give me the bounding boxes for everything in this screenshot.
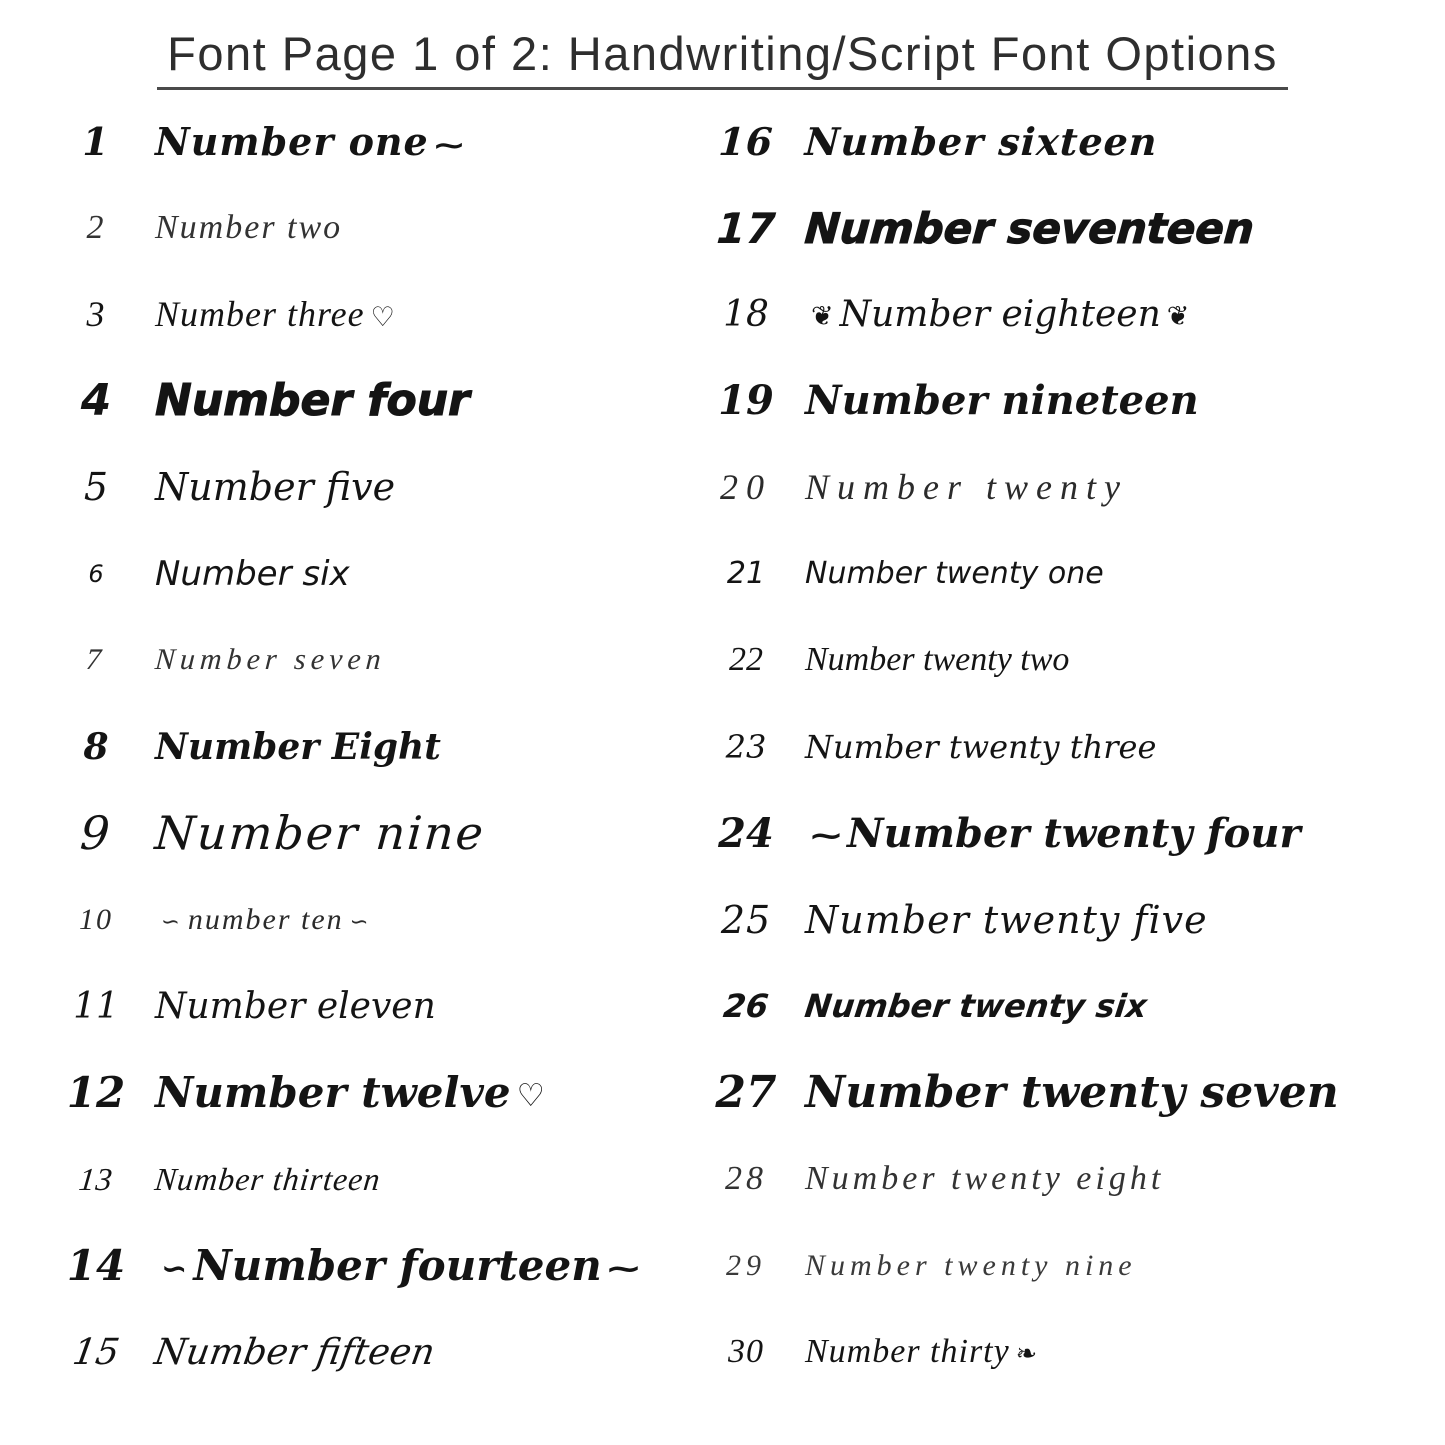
butterfly-icon: ❦	[811, 301, 834, 333]
font-sample-text	[803, 987, 1149, 1025]
font-option-row	[702, 185, 1428, 272]
font-column-left	[55, 98, 705, 1396]
font-sample-text	[155, 375, 470, 426]
font-option-row	[55, 271, 705, 358]
butterfly-icon: ❦	[1166, 301, 1190, 333]
heart-flourish-icon: ♡	[516, 1078, 545, 1115]
font-sample-label: Number twenty five	[805, 897, 1208, 942]
font-sample-label: Number nineteen	[805, 377, 1199, 425]
font-option-number: 18	[723, 293, 769, 335]
font-sample-text	[803, 203, 1255, 252]
font-sample-label: Number seventeen	[803, 203, 1256, 253]
font-option-number: 21	[726, 556, 766, 592]
font-sample-label: Number twelve	[155, 1068, 511, 1118]
font-option-number: 10	[79, 902, 113, 936]
font-option-row	[705, 1309, 1425, 1396]
font-sample-text	[805, 810, 1301, 857]
font-option-row	[55, 963, 705, 1050]
font-option-row	[703, 98, 1428, 185]
font-option-row	[705, 877, 1425, 964]
font-option-number: 3	[86, 294, 106, 335]
font-sample-text	[805, 1333, 1044, 1371]
font-option-number: 16	[717, 118, 775, 164]
font-option-row	[705, 1050, 1425, 1137]
font-sample-label: Number twenty nine	[805, 1248, 1137, 1282]
font-sample-label: Number fourteen	[193, 1241, 602, 1291]
font-option-number: 11	[73, 985, 119, 1027]
font-sample-text	[805, 294, 1195, 335]
font-sample-text	[805, 898, 1208, 942]
font-option-number: 9	[78, 806, 114, 861]
font-sample-label: Number twenty four	[847, 809, 1301, 857]
font-sample-text	[154, 643, 387, 677]
font-sample-label: Number twenty seven	[805, 1067, 1339, 1119]
font-option-row	[48, 1309, 712, 1396]
font-option-row	[705, 617, 1425, 704]
font-option-number: 5	[83, 465, 109, 510]
font-sample-label: Number four	[155, 375, 470, 427]
font-option-number: 14	[66, 1241, 126, 1291]
font-sample-text	[805, 1249, 1137, 1283]
curl-flourish-icon: ∽	[161, 1251, 188, 1288]
font-option-number: 8	[83, 725, 109, 768]
font-sample-label: Number one	[155, 118, 429, 164]
font-option-number: 26	[721, 987, 771, 1026]
font-sample-label: Number fifteen	[151, 1331, 438, 1373]
font-option-row	[705, 531, 1425, 618]
font-option-number: 15	[69, 1331, 123, 1373]
swash-flourish-icon: ⁓	[607, 1251, 640, 1288]
swash-flourish-icon: ∽	[349, 908, 371, 935]
swash-flourish-icon: ∽	[161, 908, 182, 935]
font-option-row	[705, 790, 1425, 877]
font-sample-text	[805, 728, 1156, 766]
font-option-row	[55, 444, 705, 531]
font-sample-text	[153, 1161, 383, 1198]
font-sample-text	[155, 209, 342, 247]
font-option-number: 28	[725, 1160, 767, 1198]
font-option-row	[55, 358, 705, 445]
font-option-number: 22	[729, 641, 763, 679]
font-sample-label: Number two	[155, 208, 343, 246]
font-option-row	[55, 704, 705, 791]
font-columns	[0, 98, 1445, 1396]
font-option-row	[50, 1136, 709, 1223]
font-option-number: 1	[82, 118, 110, 164]
font-option-row	[55, 98, 705, 185]
font-sample-label: Number nine	[153, 806, 487, 861]
font-option-row	[705, 1223, 1425, 1310]
font-sample-label: Number eighteen	[839, 293, 1161, 335]
font-column-right	[705, 98, 1425, 1396]
font-sample-label: Number six	[155, 553, 350, 594]
font-sample-label: Number seven	[153, 643, 387, 677]
font-sample-label: number ten	[187, 902, 344, 936]
font-sample-label: Number thirty	[805, 1333, 1010, 1371]
font-option-number: 4	[80, 375, 112, 427]
branch-flourish-icon: ❧	[1015, 1339, 1039, 1370]
font-option-number: 23	[725, 727, 767, 766]
font-option-row	[705, 444, 1425, 531]
font-option-row	[700, 963, 1431, 1050]
font-option-row	[55, 531, 705, 618]
font-sample-text	[805, 556, 1104, 591]
font-option-number: 29	[726, 1248, 766, 1282]
font-option-number: 7	[84, 643, 108, 677]
font-sample-label: Number Eight	[155, 725, 441, 768]
font-sample-text	[805, 466, 1128, 508]
font-option-row	[705, 358, 1425, 445]
font-sample-text	[155, 465, 395, 509]
font-sample-text	[805, 377, 1199, 424]
heart-flourish-icon: ♡	[370, 302, 396, 334]
page-title: Font Page 1 of 2: Handwriting/Script Font Options	[157, 26, 1288, 90]
font-option-row	[705, 271, 1425, 358]
font-option-number: 27	[715, 1067, 777, 1119]
font-option-row	[55, 1050, 705, 1137]
font-sample-label: Number twenty two	[805, 641, 1070, 679]
font-option-number: 13	[77, 1160, 115, 1197]
font-option-number: 25	[720, 897, 772, 942]
font-sample-label: Number five	[155, 465, 396, 510]
font-option-number: 24	[718, 809, 774, 857]
font-option-row	[55, 1223, 705, 1310]
font-sample-text	[155, 1068, 551, 1117]
font-sample-label: Number twenty one	[805, 556, 1104, 592]
font-sample-label: Number thirteen	[153, 1160, 383, 1197]
font-option-number: 20	[720, 467, 772, 508]
font-sample-text	[153, 806, 487, 860]
font-sample-text	[805, 1160, 1164, 1198]
font-sample-text	[805, 1067, 1339, 1118]
font-option-row	[705, 1136, 1425, 1223]
font-sample-text	[155, 1241, 645, 1290]
font-sample-text	[805, 641, 1069, 679]
font-option-number: 6	[88, 559, 104, 588]
font-option-row	[52, 790, 708, 877]
font-sample-label: Number twenty three	[805, 727, 1157, 766]
font-sample-text	[152, 1332, 438, 1373]
font-option-number: 17	[715, 203, 777, 253]
font-option-row	[55, 185, 705, 272]
font-option-number: 30	[728, 1333, 764, 1371]
font-sample-text	[804, 119, 1159, 164]
font-option-row	[705, 704, 1425, 791]
font-sample-label: Number eleven	[155, 985, 436, 1027]
font-sample-text	[155, 903, 377, 937]
font-sample-text	[155, 986, 436, 1027]
swash-flourish-icon: ⁓	[434, 128, 465, 162]
font-sample-text	[155, 554, 350, 594]
font-sample-label: Number three	[155, 294, 365, 335]
font-option-number: 19	[718, 377, 774, 425]
swash-flourish-icon: ⁓	[811, 819, 841, 855]
font-option-number: 2	[86, 208, 106, 246]
font-sample-text	[155, 293, 402, 335]
font-sample-label: Number twenty	[805, 467, 1128, 508]
font-option-number: 12	[66, 1068, 126, 1118]
font-sample-text	[155, 726, 441, 768]
font-option-row	[55, 877, 705, 964]
font-sample-label: Number twenty six	[802, 987, 1150, 1026]
font-sample-label: Number twenty eight	[805, 1160, 1165, 1198]
font-sample-label: Number sixteen	[803, 118, 1159, 164]
font-option-row	[52, 617, 708, 704]
font-sample-text	[155, 119, 470, 164]
